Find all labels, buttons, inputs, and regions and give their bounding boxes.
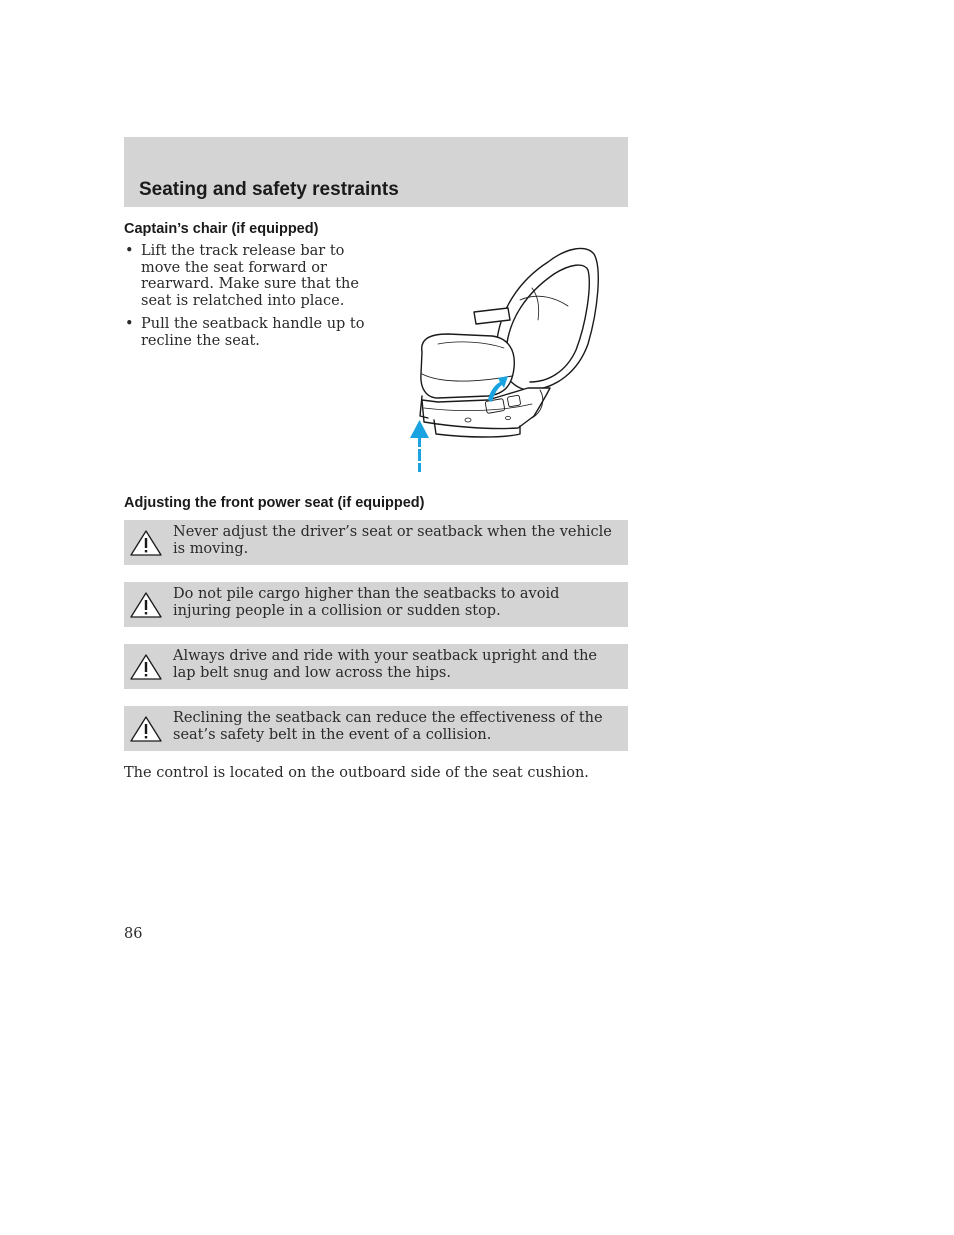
warning-triangle-icon	[129, 591, 163, 619]
captains-chair-instructions	[124, 243, 384, 356]
warning-box	[124, 706, 628, 751]
captains-chair-heading: Captain’s chair (if equipped)	[124, 221, 319, 237]
page-number: 86	[124, 926, 143, 942]
warning-triangle-icon	[129, 653, 163, 681]
instruction-text: Pull the seatback handle up to recline the seat.	[141, 316, 365, 349]
warning-text: Never adjust the driver’s seat or seatback when the vehicle is moving.	[173, 524, 612, 557]
warning-text: Do not pile cargo higher than the seatbacks to avoid injuring people in a collision or sudden stop.	[173, 586, 560, 619]
bullet-marker: •	[125, 243, 134, 259]
warning-box	[124, 582, 628, 627]
captains-chair-seat-illustration	[408, 240, 608, 475]
warning-box	[124, 644, 628, 689]
warning-box	[124, 520, 628, 565]
list-item	[124, 316, 384, 349]
warning-triangle-icon	[129, 529, 163, 557]
warning-triangle-icon	[129, 715, 163, 743]
warning-text: Reclining the seatback can reduce the effectiveness of the seat’s safety belt in the event of a collision.	[173, 710, 603, 743]
control-location-text: The control is located on the outboard side of the seat cushion.	[124, 765, 589, 781]
list-item	[124, 243, 384, 309]
warning-text: Always drive and ride with your seatback upright and the lap belt snug and low across the hips.	[173, 648, 597, 681]
bullet-marker: •	[125, 316, 134, 332]
section-title: Seating and safety restraints	[139, 179, 399, 200]
instruction-text: Lift the track release bar to move the seat forward or rearward. Make sure that the seat is relatched into place.	[141, 243, 359, 309]
power-seat-heading: Adjusting the front power seat (if equipped)	[124, 495, 425, 511]
section-header-band	[124, 137, 628, 207]
